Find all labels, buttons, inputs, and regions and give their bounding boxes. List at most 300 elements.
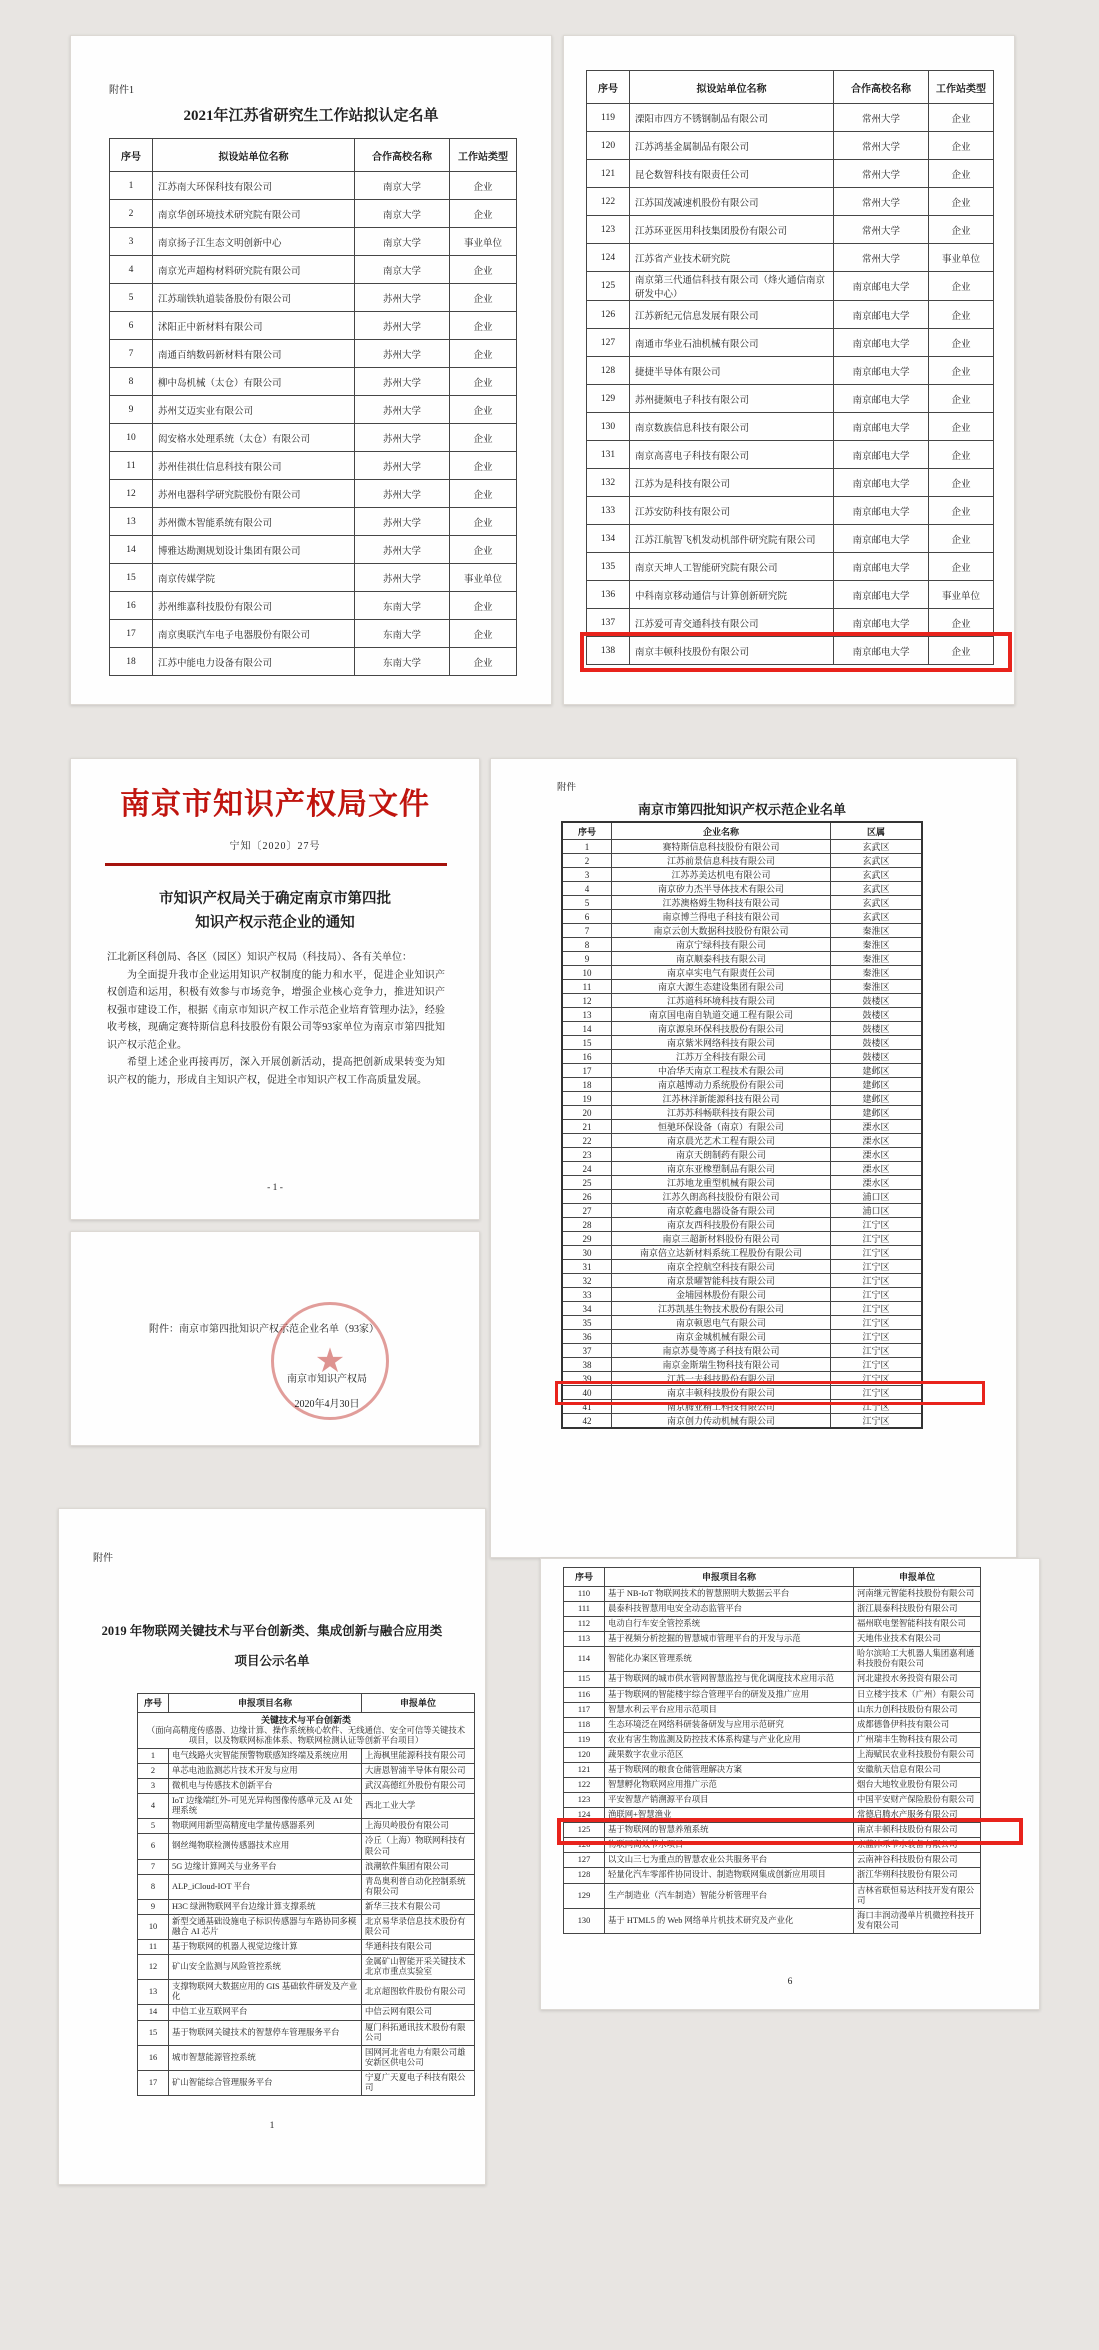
cell: 建邺区 (831, 1092, 923, 1106)
cell: 常州大学 (834, 216, 929, 244)
cell: 11 (562, 980, 612, 994)
cell: 7 (138, 1859, 169, 1874)
cell: 天地伟业技术有限公司 (854, 1632, 981, 1647)
cell: 北京超图软件股份有限公司 (362, 1980, 475, 2005)
cell: 哈尔滨哈工大机器人集团嘉利通科技股份有限公司 (854, 1647, 981, 1672)
cell: 江宁区 (831, 1400, 923, 1414)
cell: 烟台大地牧业股份有限公司 (854, 1778, 981, 1793)
table-row (562, 910, 922, 924)
table-row (110, 424, 517, 452)
cell: 金埔园林股份有限公司 (612, 1288, 831, 1302)
cell: 玄武区 (831, 840, 923, 854)
table-row (138, 1980, 475, 2005)
cell: 基于物联网的智能楼宇综合管理平台的研发及推广应用 (605, 1687, 854, 1702)
cell: 智慧孵化物联网应用推广示范 (605, 1778, 854, 1793)
table-row (564, 1778, 981, 1793)
table-row (564, 1602, 981, 1617)
cell: 5 (138, 1819, 169, 1834)
cell: 企业 (450, 340, 517, 368)
cell: 秦淮区 (831, 938, 923, 952)
table-row (587, 385, 994, 413)
cell: 江苏澳格姆生物科技有限公司 (612, 896, 831, 910)
cell: 河北建投水务投资有限公司 (854, 1672, 981, 1687)
cell: 江宁区 (831, 1358, 923, 1372)
cell: 南京邮电大学 (834, 497, 929, 525)
cell: 南京邮电大学 (834, 581, 929, 609)
issue-date: 2020年4月30日 (294, 1399, 360, 1410)
cell: 新型交通基础设施电子标识传感器与车路协同多模融合 AI 芯片 (169, 1914, 362, 1939)
cell: 企业 (450, 508, 517, 536)
table-header (138, 1694, 475, 1713)
table-row (562, 1106, 922, 1120)
grad-workstation-table-cont (586, 70, 994, 665)
cell: 南京邮电大学 (834, 441, 929, 469)
table-row (138, 1794, 475, 1819)
column-header: 拟设站单位名称 (153, 139, 355, 172)
table-row (138, 1874, 475, 1899)
table-body (587, 104, 994, 665)
table-row (110, 452, 517, 480)
cell: 企业 (450, 284, 517, 312)
cell: 11 (138, 1940, 169, 1955)
table-row (110, 256, 517, 284)
table-row (110, 228, 517, 256)
cell: 轻量化汽车零部件协同设计、制造物联网集成创新应用项目 (605, 1868, 854, 1883)
cell: 城市智慧能源管控系统 (169, 2045, 362, 2070)
cell: 蔬果数字农业示范区 (605, 1747, 854, 1762)
cell: 9 (110, 396, 153, 424)
cell: 事业单位 (450, 564, 517, 592)
column-header: 企业名称 (612, 822, 831, 840)
cell: 江宁区 (831, 1274, 923, 1288)
issuer-name: 南京市知识产权局 (287, 1374, 367, 1385)
cell: 15 (110, 564, 153, 592)
table-row (138, 1914, 475, 1939)
cell: 常州大学 (834, 132, 929, 160)
cell: 苏州大学 (355, 564, 450, 592)
notice-paragraph: 为全面提升我市企业运用知识产权制度的能力和水平，促进企业知识产权创造和运用，积极有效参与市场竞争，增强企业核心竞争力，推进知识产权强市建设工作，根据《南京市知识产权工作示范企业培育管理办法》，经验收考核，现确定赛特斯信息科技股份有限公司等93家单位为南京市第四批知识产权示范企业。 (107, 969, 445, 1051)
cell: 127 (564, 1853, 605, 1868)
table-row (562, 1008, 922, 1022)
column-header: 拟设站单位名称 (630, 71, 834, 104)
table-row (138, 1748, 475, 1763)
cell: 125 (587, 272, 630, 301)
cell: 钢丝绳物联检测传感器技术应用 (169, 1834, 362, 1859)
table-row (564, 1883, 981, 1908)
cell: 南京博兰得电子科技有限公司 (612, 910, 831, 924)
red-divider (105, 863, 447, 866)
cell: 南京邮电大学 (834, 637, 929, 665)
cell: 中冶华天南京工程技术有限公司 (612, 1064, 831, 1078)
column-header: 区属 (831, 822, 923, 840)
cell: 12 (562, 994, 612, 1008)
cell: 冷丘（上海）物联网科技有限公司 (362, 1834, 475, 1859)
table-row (110, 508, 517, 536)
cell: 企业 (450, 396, 517, 424)
cell: 6 (110, 312, 153, 340)
cell: 事业单位 (929, 244, 994, 272)
cell: 秦淮区 (831, 980, 923, 994)
cell: 江苏凯基生物技术股份有限公司 (612, 1302, 831, 1316)
cell: 基于物联网的机器人视觉边缘计算 (169, 1940, 362, 1955)
page-iot-list-left (58, 1508, 486, 2185)
cell: 苏州捷频电子科技有限公司 (630, 385, 834, 413)
cell: 浙江华朔科技股份有限公司 (854, 1868, 981, 1883)
cell: 苏州大学 (355, 508, 450, 536)
cell: 南京扬子江生态文明创新中心 (153, 228, 355, 256)
cell: 124 (587, 244, 630, 272)
document-number: 宁知〔2020〕27号 (229, 841, 321, 852)
cell: 南京云创大数据科技股份有限公司 (612, 924, 831, 938)
attachment-label: 附件 (557, 783, 577, 793)
cell: 溧水区 (831, 1148, 923, 1162)
cell: 事业单位 (450, 228, 517, 256)
cell: 116 (564, 1687, 605, 1702)
cell: 智慧水利云平台应用示范项目 (605, 1702, 854, 1717)
cell: 苏州大学 (355, 340, 450, 368)
cell: 苏州大学 (355, 368, 450, 396)
column-header: 合作高校名称 (355, 139, 450, 172)
cell: 微机电与传感技术创新平台 (169, 1779, 362, 1794)
notice-title-line1: 市知识产权局关于确定南京市第四批 (159, 891, 391, 907)
cell: 江宁区 (831, 1260, 923, 1274)
cell: 南京卓实电气有限责任公司 (612, 966, 831, 980)
cell: 常州大学 (834, 104, 929, 132)
cell: 苏州微木智能系统有限公司 (153, 508, 355, 536)
notice-paragraph: 希望上述企业再接再厉，深入开展创新活动，提高把创新成果转变为知识产权的能力，形成自主知识产权，促进全市知识产权工作高质量发展。 (107, 1057, 445, 1086)
cell: 鼓楼区 (831, 994, 923, 1008)
cell: 昆仑数智科技有限责任公司 (630, 160, 834, 188)
cell: 南京顿恩电气有限公司 (612, 1316, 831, 1330)
cell: 南京数族信息科技有限公司 (630, 413, 834, 441)
cell: 江宁区 (831, 1302, 923, 1316)
cell: 恒驰环保设备（南京）有限公司 (612, 1120, 831, 1134)
column-header: 申报单位 (362, 1694, 475, 1713)
column-header: 工作站类型 (929, 71, 994, 104)
cell: 121 (564, 1762, 605, 1777)
column-header: 序号 (562, 822, 612, 840)
cell: 江苏安防科技有限公司 (630, 497, 834, 525)
cell: 37 (562, 1344, 612, 1358)
table-row (110, 536, 517, 564)
cell: 农业有害生物监测及防控技术体系构建与产业化应用 (605, 1732, 854, 1747)
cell: 5G 边缘计算网关与业务平台 (169, 1859, 362, 1874)
cell: 企业 (929, 160, 994, 188)
cell: 126 (587, 301, 630, 329)
ip-enterprise-table (561, 821, 923, 1429)
cell: 南京邮电大学 (834, 469, 929, 497)
cell: 江宁区 (831, 1218, 923, 1232)
table-row (110, 564, 517, 592)
cell: 123 (587, 216, 630, 244)
cell: 128 (587, 357, 630, 385)
cell: 广州瑞丰生物科技有限公司 (854, 1732, 981, 1747)
cell: 江苏环亚医用科技集团股份有限公司 (630, 216, 834, 244)
cell: 113 (564, 1632, 605, 1647)
cell: 宁夏广天夏电子科技有限公司 (362, 2070, 475, 2095)
table-row (562, 1050, 922, 1064)
table-row (138, 2005, 475, 2020)
table-row (562, 1260, 922, 1274)
cell: 苏州艾迈实业有限公司 (153, 396, 355, 424)
cell: 上海枫里能源科技有限公司 (362, 1748, 475, 1763)
cell: 南京晨光艺术工程有限公司 (612, 1134, 831, 1148)
table-row (562, 840, 922, 854)
cell: 苏州大学 (355, 536, 450, 564)
cell: 南京邮电大学 (834, 357, 929, 385)
cell: 玄武区 (831, 854, 923, 868)
cell: 16 (562, 1050, 612, 1064)
cell: 2 (138, 1764, 169, 1779)
cell: 4 (110, 256, 153, 284)
table-row (562, 896, 922, 910)
table-row (587, 357, 994, 385)
notice-body (107, 949, 445, 1089)
cell: 18 (110, 648, 153, 676)
cell: 42 (562, 1414, 612, 1429)
cell: 南京东亚橡塑制品有限公司 (612, 1162, 831, 1176)
cell: 上海赋民农业科技股份有限公司 (854, 1747, 981, 1762)
column-header: 序号 (564, 1568, 605, 1587)
cell: 江苏道科环境科技有限公司 (612, 994, 831, 1008)
cell: 江宁区 (831, 1372, 923, 1386)
cell: 江苏林洋新能源科技有限公司 (612, 1092, 831, 1106)
cell: 24 (562, 1162, 612, 1176)
table-row (562, 1232, 922, 1246)
table-row (562, 1176, 922, 1190)
cell: 智能化办案区管理系统 (605, 1647, 854, 1672)
iot-project-table (137, 1693, 475, 2096)
cell: 南京高喜电子科技有限公司 (630, 441, 834, 469)
cell: 112 (564, 1617, 605, 1632)
cell: 企业 (929, 272, 994, 301)
cell: 30 (562, 1246, 612, 1260)
cell: 企业 (450, 200, 517, 228)
table-row (564, 1838, 981, 1853)
cell: 2 (562, 854, 612, 868)
table-row (564, 1617, 981, 1632)
cell: 124 (564, 1808, 605, 1823)
cell: 江宁区 (831, 1344, 923, 1358)
cell: 125 (564, 1823, 605, 1838)
cell: 8 (138, 1874, 169, 1899)
cell: 东南大学 (355, 592, 450, 620)
cell: 江苏万全科技有限公司 (612, 1050, 831, 1064)
cell: 苏州电器科学研究院股份有限公司 (153, 480, 355, 508)
cell: 鼓楼区 (831, 1022, 923, 1036)
cell: 135 (587, 553, 630, 581)
page-ip-enterprise-list (490, 758, 1017, 1558)
table-row (562, 938, 922, 952)
cell: 溧阳市四方不锈钢制品有限公司 (630, 104, 834, 132)
cell: 南京奥联汽车电子电器股份有限公司 (153, 620, 355, 648)
notice-salutation: 江北新区科创局、各区（园区）知识产权局（科技局）、各有关单位： (107, 952, 412, 963)
category-row (138, 1713, 475, 1749)
table-row (138, 1859, 475, 1874)
table-row (587, 301, 994, 329)
cell: 企业 (929, 301, 994, 329)
table-row (587, 132, 994, 160)
cell: 企业 (450, 452, 517, 480)
cell: 南京大学 (355, 256, 450, 284)
cell: 南京创力传动机械有限公司 (612, 1414, 831, 1429)
cell: 中国平安财产保险股份有限公司 (854, 1793, 981, 1808)
cell: 江苏国茂减速机股份有限公司 (630, 188, 834, 216)
cell: 南京邮电大学 (834, 301, 929, 329)
cell: 基于物联网的智慧养殖系统 (605, 1823, 854, 1838)
cell: 120 (587, 132, 630, 160)
cell: 企业 (929, 329, 994, 357)
cell: 基于 HTML5 的 Web 网络单片机技术研究及产业化 (605, 1908, 854, 1933)
cell: 35 (562, 1316, 612, 1330)
cell: 118 (564, 1717, 605, 1732)
cell: ALP_iCloud-IOT 平台 (169, 1874, 362, 1899)
cell: 南京邮电大学 (834, 525, 929, 553)
cell: 江苏江航智飞机发动机部件研究院有限公司 (630, 525, 834, 553)
table-row (562, 994, 922, 1008)
category-title: 关键技术与平台创新类 (260, 1715, 351, 1725)
cell: 20 (562, 1106, 612, 1120)
cell: 5 (110, 284, 153, 312)
cell: 南京邮电大学 (834, 413, 929, 441)
cell: 江苏新纪元信息发展有限公司 (630, 301, 834, 329)
table-row (564, 1717, 981, 1732)
table-row (587, 609, 994, 637)
table-row (562, 1218, 922, 1232)
cell: 矿山安全监测与风险管控系统 (169, 1955, 362, 1980)
cell: 122 (587, 188, 630, 216)
cell: 江苏苏美达机电有限公司 (612, 868, 831, 882)
cell: 中信云网有限公司 (362, 2005, 475, 2020)
cell: 36 (562, 1330, 612, 1344)
cell: 鼓楼区 (831, 1036, 923, 1050)
cell: 130 (587, 413, 630, 441)
cell: 117 (564, 1702, 605, 1717)
attachment-line: 附件：南京市第四批知识产权示范企业名单（93家） (149, 1324, 379, 1335)
table-row (587, 469, 994, 497)
table-row (564, 1587, 981, 1602)
table-row (587, 637, 994, 665)
table-row (562, 1400, 922, 1414)
cell: 企业 (929, 469, 994, 497)
cell: 江苏一夫科技股份有限公司 (612, 1372, 831, 1386)
cell: 物联网高效节水项目 (605, 1838, 854, 1853)
cell: 东南大学 (355, 620, 450, 648)
cell: 129 (587, 385, 630, 413)
table-row (138, 1819, 475, 1834)
table-row (562, 1120, 922, 1134)
column-header: 序号 (587, 71, 630, 104)
cell: 南京三超新材料股份有限公司 (612, 1232, 831, 1246)
cell: 秦淮区 (831, 924, 923, 938)
cell: 博雅达勘测规划设计集团有限公司 (153, 536, 355, 564)
table-row (587, 244, 994, 272)
table-row (138, 1764, 475, 1779)
list-title-line2: 项目公示名单 (234, 1654, 310, 1668)
cell: 南京国电南自轨道交通工程有限公司 (612, 1008, 831, 1022)
cell: 133 (587, 497, 630, 525)
cell: 东南大学 (355, 648, 450, 676)
cell: 27 (562, 1204, 612, 1218)
table-row (564, 1747, 981, 1762)
cell: 上海贝岭股份有限公司 (362, 1819, 475, 1834)
cell: 国网河北省电力有限公司雄安新区供电公司 (362, 2045, 475, 2070)
cell: 南京邮电大学 (834, 272, 929, 301)
table-row (564, 1853, 981, 1868)
cell: 南京天朗制药有限公司 (612, 1148, 831, 1162)
cell: 电动自行车安全管控系统 (605, 1617, 854, 1632)
cell: 企业 (929, 497, 994, 525)
cell: 企业 (450, 620, 517, 648)
cell: 常州大学 (834, 188, 929, 216)
cell: 企业 (450, 172, 517, 200)
cell: 29 (562, 1232, 612, 1246)
cell: 122 (564, 1778, 605, 1793)
cell: 128 (564, 1868, 605, 1883)
cell: 南京越博动力系统股份有限公司 (612, 1078, 831, 1092)
cell: 企业 (929, 553, 994, 581)
cell: 常德启腾水产服务有限公司 (854, 1808, 981, 1823)
cell: 南京苏曼等离子科技有限公司 (612, 1344, 831, 1358)
cell: 生态环境泛在网络科研装备研发与应用示范研究 (605, 1717, 854, 1732)
table-row (138, 1899, 475, 1914)
cell: 31 (562, 1260, 612, 1274)
cell: 10 (138, 1914, 169, 1939)
table-row (587, 216, 994, 244)
column-header: 序号 (110, 139, 153, 172)
cell: 江苏为是科技有限公司 (630, 469, 834, 497)
cell: 南通市华业石油机械有限公司 (630, 329, 834, 357)
cell: 企业 (450, 256, 517, 284)
table-row (562, 1274, 922, 1288)
cell: 京蓝沐禾节水装备有限公司 (854, 1838, 981, 1853)
cell: 14 (110, 536, 153, 564)
table-row (110, 172, 517, 200)
column-header: 申报项目名称 (605, 1568, 854, 1587)
cell: 南京大源生态建设集团有限公司 (612, 980, 831, 994)
table-row (564, 1808, 981, 1823)
cell: 南京丰顿科技股份有限公司 (612, 1386, 831, 1400)
cell: 7 (562, 924, 612, 938)
cell: 建邺区 (831, 1064, 923, 1078)
cell: 33 (562, 1288, 612, 1302)
cell: 南京紫米网络科技有限公司 (612, 1036, 831, 1050)
cell: 13 (138, 1980, 169, 2005)
cell: 以文山三七为重点的智慧农业公共服务平台 (605, 1853, 854, 1868)
cell: 玄武区 (831, 910, 923, 924)
cell: 14 (562, 1022, 612, 1036)
table-row (562, 868, 922, 882)
table-row (110, 480, 517, 508)
cell: 13 (110, 508, 153, 536)
cell: 南京光声超构材料研究院有限公司 (153, 256, 355, 284)
cell: 111 (564, 1602, 605, 1617)
table-row (138, 2070, 475, 2095)
cell: 6 (562, 910, 612, 924)
table-row (587, 497, 994, 525)
cell: 基于 NB-IoT 物联网技术的智慧照明大数据云平台 (605, 1587, 854, 1602)
column-header: 工作站类型 (450, 139, 517, 172)
table-row (562, 1302, 922, 1316)
table-row (138, 2045, 475, 2070)
cell: 矿山智能综合管理服务平台 (169, 2070, 362, 2095)
table-row (587, 104, 994, 132)
cell: 13 (562, 1008, 612, 1022)
cell: 19 (562, 1092, 612, 1106)
cell: 吉林省联恒易达科技开发有限公司 (854, 1883, 981, 1908)
cell: 26 (562, 1190, 612, 1204)
cell: 捷捷半导体有限公司 (630, 357, 834, 385)
